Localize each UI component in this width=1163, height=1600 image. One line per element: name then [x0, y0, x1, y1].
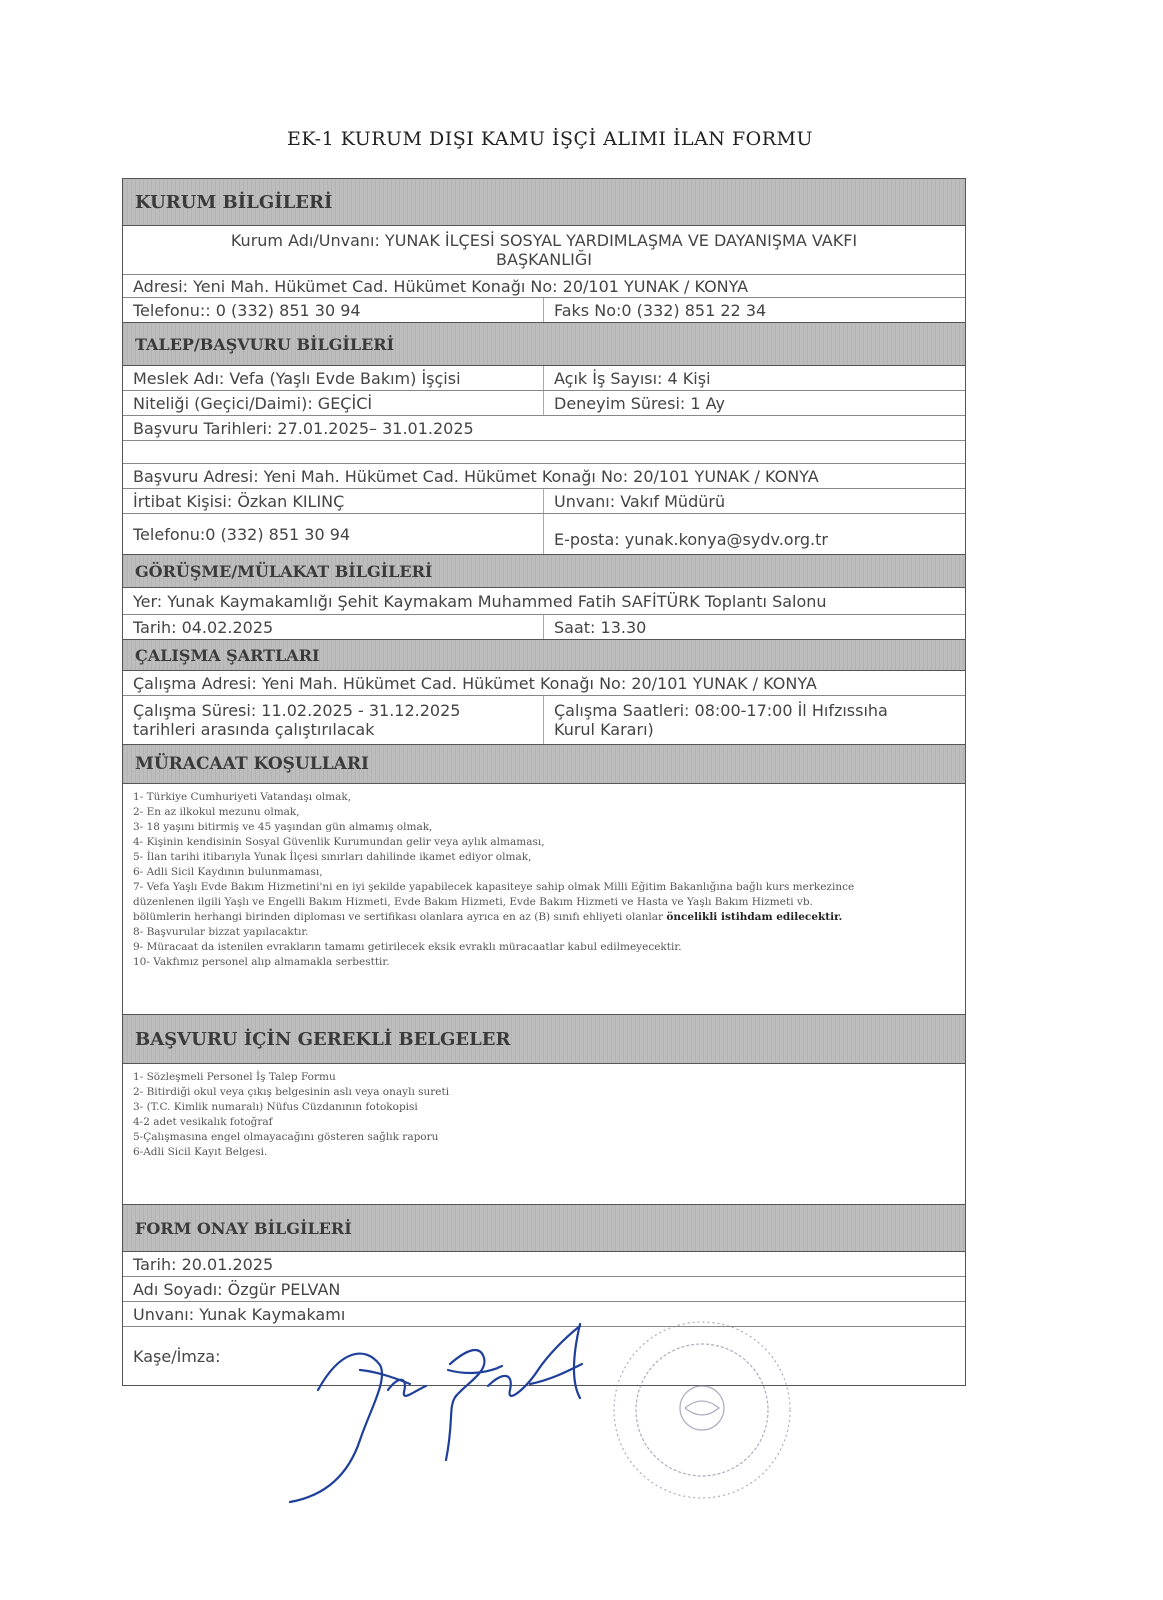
belge-item-6: 6-Adli Sicil Kayıt Belgesi. [133, 1146, 268, 1158]
gorusme-yer-row [123, 588, 965, 615]
belgeler-list [123, 1064, 965, 1204]
talep-meslek-row [123, 366, 965, 391]
talep-header: TALEP/BAŞVURU BİLGİLERİ [123, 322, 965, 366]
gorusme-header: GÖRÜŞME/MÜLAKAT BİLGİLERİ [123, 554, 965, 588]
belge-item-5: 5-Çalışmasına engel olmayacağını gösteren sağlık raporu [133, 1131, 439, 1143]
kurum-phone-row [123, 298, 965, 322]
gorusme-yer: Yer: Yunak Kaymakamlığı Şehit Kaymakam Muhammed Fatih SAFİTÜRK Toplantı Salonu [133, 591, 827, 611]
application-form [122, 178, 966, 1386]
basvuru-tarihleri-row [123, 416, 965, 441]
onay-tarih: Tarih: 20.01.2025 [133, 1254, 274, 1274]
kurum-phone: Telefonu:: 0 (332) 851 30 94 [123, 298, 544, 322]
belge-item-4: 4-2 adet vesikalık fotoğraf [133, 1116, 273, 1128]
kurum-name-line2: BAŞKANLIĞI [496, 250, 592, 269]
muracaat-item-5: 5- İlan tarihi itibarıyla Yunak İlçesi sınırları dahilinde ikamet ediyor olmak, [133, 851, 532, 863]
belgeler-header: BAŞVURU İÇİN GEREKLİ BELGELER [123, 1014, 965, 1064]
calisma-adresi-row [123, 671, 965, 696]
muracaat-item-7c: bölümlerin herhangi birinden diploması ve sertifikası olanlara ayrıca en az (B) sınıfı ehliyeti olanlar öncelikli istihdam edilecektir. [133, 911, 843, 923]
gorusme-saat: Saat: 13.30 [554, 617, 647, 637]
muracaat-item-6: 6- Adli Sicil Kaydının bulunmaması, [133, 866, 323, 878]
onay-adi-soyadi: Adı Soyadı: Özgür PELVAN [133, 1279, 341, 1299]
muracaat-header: MÜRACAAT KOŞULLARI [123, 744, 965, 784]
handwritten-signature-icon [290, 1324, 582, 1502]
irtibat-unvani: Unvanı: Vakıf Müdürü [554, 491, 726, 511]
deneyim-suresi: Deneyim Süresi: 1 Ay [554, 393, 725, 413]
gorusme-tarih-row [123, 615, 965, 639]
kase-imza-label: Kaşe/İmza: [133, 1346, 221, 1366]
belge-item-1: 1- Sözleşmeli Personel İş Talep Formu [133, 1071, 336, 1083]
onay-unvani: Unvanı: Yunak Kaymakamı [133, 1304, 346, 1324]
onay-adi-row [123, 1277, 965, 1302]
meslek-adi: Meslek Adı: Vefa (Yaşlı Evde Bakım) İşçisi [123, 366, 544, 390]
muracaat-item-7a: 7- Vefa Yaşlı Evde Bakım Hizmetini'ni en iyi şekilde yapabilecek kapasiteye sahip olmak Milli Eğitim Bakanlığına bağlı kurs merkezince [133, 881, 855, 893]
muracaat-item-7-emphasis: öncelikli istihdam edilecektir. [666, 911, 843, 923]
muracaat-list [123, 784, 965, 1014]
belge-item-2: 2- Bitirdiği okul veya çıkış belgesinin aslı veya onaylı sureti [133, 1086, 450, 1098]
kurum-name-line1: Kurum Adı/Unvanı: YUNAK İLÇESİ SOSYAL YARDIMLAŞMA VE DAYANIŞMA VAKFI [230, 231, 858, 250]
calisma-suresi-line1: Çalışma Süresi: 11.02.2025 - 31.12.2025 [133, 701, 461, 720]
muracaat-item-2: 2- En az ilkokul mezunu olmak, [133, 806, 300, 818]
onay-header: FORM ONAY BİLGİLERİ [123, 1204, 965, 1252]
muracaat-item-3: 3- 18 yaşını bitirmiş ve 45 yaşından gün almamış olmak, [133, 821, 433, 833]
talep-nitelik-row [123, 391, 965, 416]
belge-item-3: 3- (T.C. Kimlik numaralı) Nüfus Cüzdanının fotokopisi [133, 1101, 418, 1113]
kurum-header: KURUM BİLGİLERİ [123, 178, 965, 226]
calisma-saatleri-line2: Kurul Kararı) [554, 720, 654, 739]
talep-telefon: Telefonu:0 (332) 851 30 94 [123, 514, 544, 554]
irtibat-kisisi: İrtibat Kişisi: Özkan KILINÇ [123, 489, 544, 513]
muracaat-item-1: 1- Türkiye Cumhuriyeti Vatandaşı olmak, [133, 791, 352, 803]
muracaat-item-10: 10- Vakfımız personel alıp almamakla serbesttir. [133, 956, 390, 968]
kurum-address-row [123, 275, 965, 298]
irtibat-row [123, 489, 965, 514]
calisma-saatleri-line1: Çalışma Saatleri: 08:00-17:00 İl Hıfzıssıha [554, 701, 888, 720]
onay-tarih-row [123, 1252, 965, 1277]
niteligi: Niteliği (Geçici/Daimi): GEÇİCİ [123, 391, 544, 415]
page-title: EK-1 KURUM DIŞI KAMU İŞÇİ ALIMI İLAN FORMU [286, 128, 813, 150]
calisma-header: ÇALIŞMA ŞARTLARI [123, 639, 965, 671]
basvuru-adresi: Başvuru Adresi: Yeni Mah. Hükümet Cad. Hükümet Konağı No: 20/101 YUNAK / KONYA [133, 466, 819, 486]
kurum-fax: Faks No:0 (332) 851 22 34 [554, 300, 767, 320]
kurum-name-row [123, 226, 965, 275]
muracaat-item-4: 4- Kişinin kendisinin Sosyal Güvenlik Kurumundan gelir veya aylık almaması, [133, 836, 545, 848]
iletisim-row [123, 514, 965, 554]
gorusme-tarih: Tarih: 04.02.2025 [123, 615, 544, 639]
calisma-sure-row [123, 696, 965, 744]
calisma-adresi: Çalışma Adresi: Yeni Mah. Hükümet Cad. Hükümet Konağı No: 20/101 YUNAK / KONYA [133, 673, 817, 693]
talep-eposta: E-posta: yunak.konya@sydv.org.tr [554, 529, 828, 549]
kurum-address: Adresi: Yeni Mah. Hükümet Cad. Hükümet Konağı No: 20/101 YUNAK / KONYA [133, 276, 749, 296]
calisma-suresi-line2: tarihleri arasında çalıştırılacak [133, 720, 375, 739]
basvuru-tarihleri: Başvuru Tarihleri: 27.01.2025– 31.01.2025 [133, 418, 474, 438]
muracaat-item-8: 8- Başvurular bizzat yapılacaktır. [133, 926, 309, 938]
muracaat-item-7b: düzenlenen ilgili Yaşlı ve Engelli Bakım Hizmeti, Evde Bakım Hizmeti, Evde Bakım Hizmeti ve Hasta ve Yaşlı Bakım Hizmeti vb. [133, 896, 813, 908]
official-stamp-icon [614, 1322, 790, 1498]
muracaat-item-9: 9- Müracaat da istenilen evrakların tamamı getirilecek eksik evraklı müracaatlar kabul edilmeyecektir. [133, 941, 682, 953]
acik-is-sayisi: Açık İş Sayısı: 4 Kişi [554, 368, 711, 388]
blank-row [123, 441, 965, 464]
basvuru-adresi-row [123, 464, 965, 489]
signature-stamp-graphic [270, 1310, 830, 1530]
